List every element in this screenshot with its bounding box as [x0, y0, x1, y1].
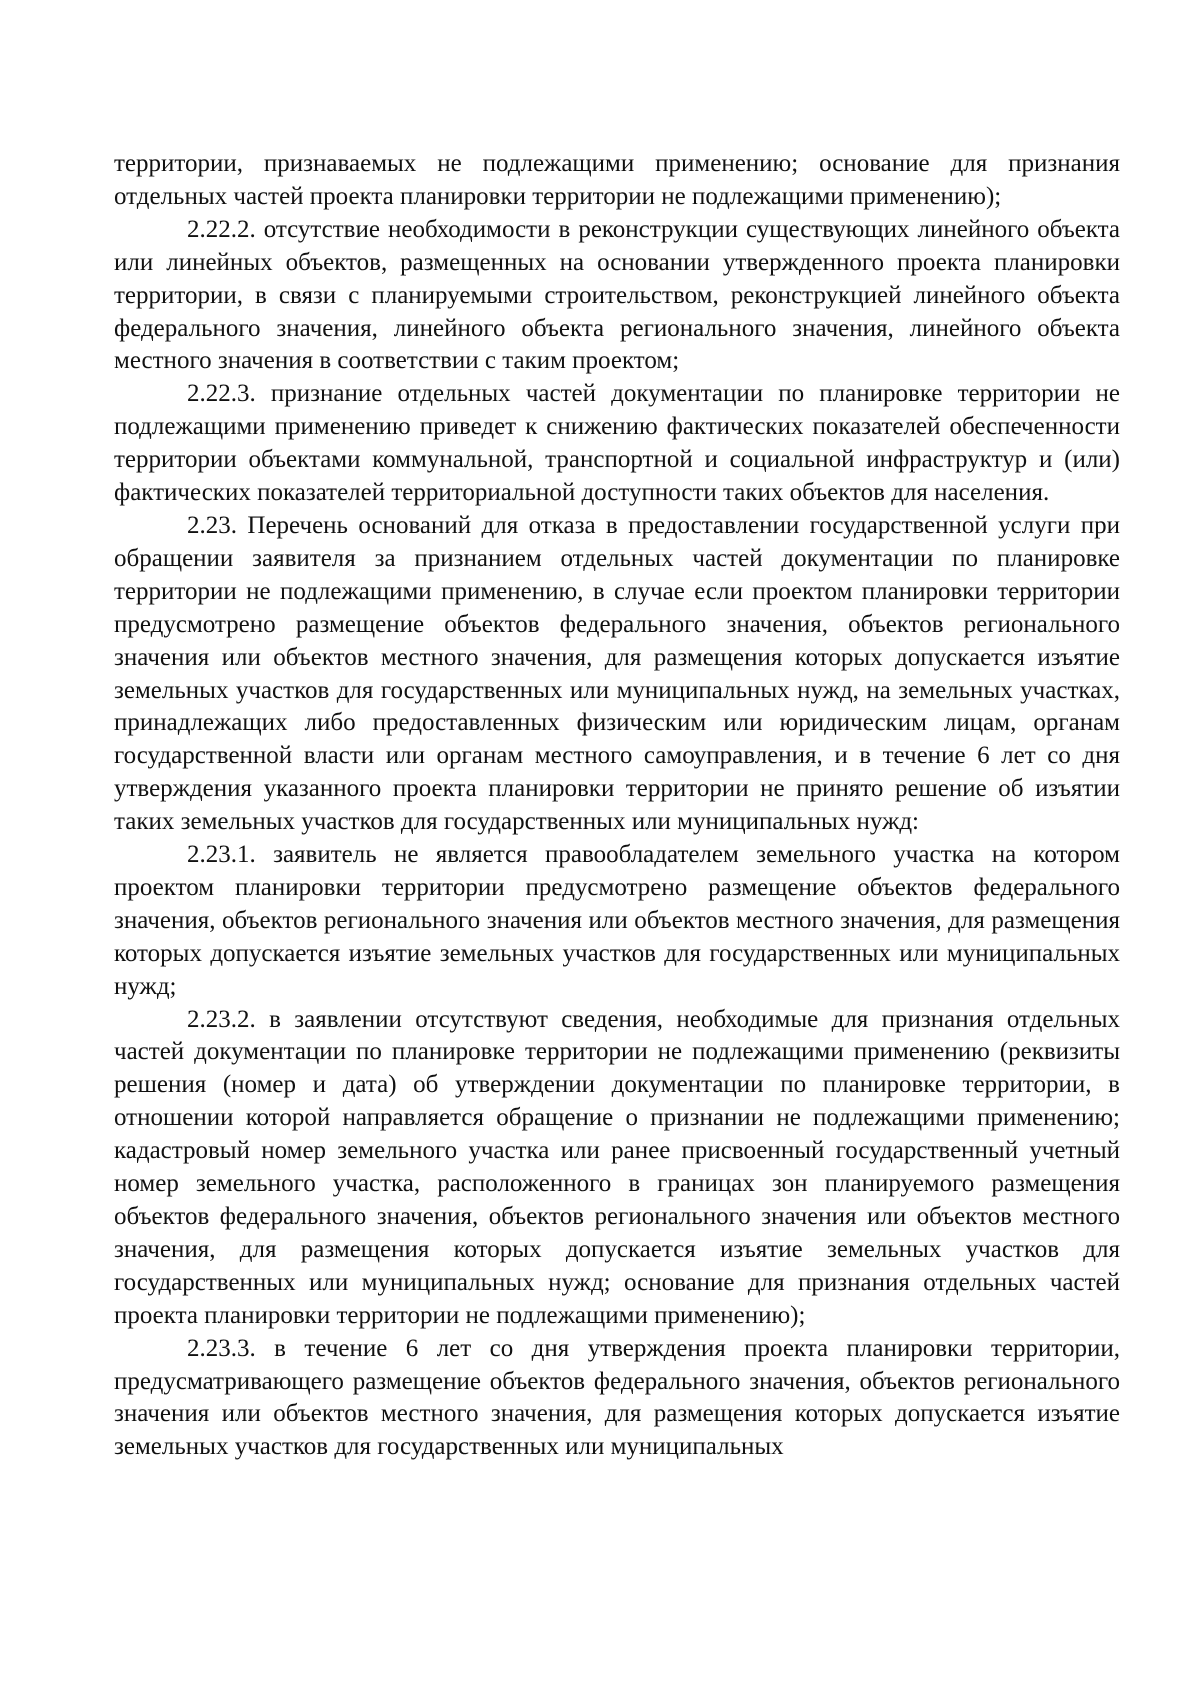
paragraph-2-22-3: 2.22.3. признание отдельных частей документации по планировке территории не подлежащими применению приведет к снижению фактических показателей обеспеченности территории объектами коммунальной, транспортной и социальной инфраструктур и (или) фактических показателей территориальной доступности таких объектов для населения.: [114, 380, 1120, 507]
paragraph-2-22-2: 2.22.2. отсутствие необходимости в реконструкции существующих линейного объекта или линейных объектов, размещенных на основании утвержденного проекта планировки территории, в связи с планируемыми строительством, реконструкцией линейного объекта федерального значения, линейного объекта регионального значения, линейного объекта местного значения в соответствии с таким проектом;: [114, 215, 1120, 375]
paragraph-2-23-2: 2.23.2. в заявлении отсутствуют сведения, необходимые для признания отдельных частей документации по планировке территории не подлежащими применению (реквизиты решения (номер и дата) об утверждении документации по планировке территории, в отношении которой направляется обращение о признании не подлежащими применению; кадастровый номер земельного участка или ранее присвоенный государственный учетный номер земельного участка, расположенного в границах зон планируемого размещения объектов федерального значения, объектов регионального значения или объектов местного значения, для размещения которых допускается изъятие земельных участков для государственных или муниципальных нужд; основание для признания отдельных частей проекта планировки территории не подлежащими применению);: [114, 1005, 1120, 1329]
paragraph-continuation: территории, признаваемых не подлежащими применению; основание для признания отдельных частей проекта планировки территории не подлежащими применению);: [114, 150, 1120, 210]
paragraph-2-23-3: 2.23.3. в течение 6 лет со дня утверждения проекта планировки территории, предусматривающего размещение объектов федерального значения, объектов регионального значения или объектов местного значения, для размещения которых допускается изъятие земельных участков для государственных или муниципальных: [114, 1334, 1120, 1461]
paragraph-2-23-1: 2.23.1. заявитель не является правообладателем земельного участка на котором проектом планировки территории предусмотрено размещение объектов федерального значения, объектов регионального значения или объектов местного значения, для размещения которых допускается изъятие земельных участков для государственных или муниципальных нужд;: [114, 841, 1120, 1000]
document-body: [114, 148, 1120, 1464]
paragraph-2-23: 2.23. Перечень оснований для отказа в предоставлении государственной услуги при обращении заявителя за признанием отдельных частей документации по планировке территории не подлежащими применению, в случае если проектом планировки территории предусмотрено размещение объектов федерального значения, объектов регионального значения или объектов местного значения, для размещения которых допускается изъятие земельных участков для государственных или муниципальных нужд, на земельных участках, принадлежащих либо предоставленных физическим или юридическим лицам, органам государственной власти или органам местного самоуправления, и в течение 6 лет со дня утверждения указанного проекта планировки территории не принято решение об изъятии таких земельных участков для государственных или муниципальных нужд:: [114, 511, 1120, 836]
